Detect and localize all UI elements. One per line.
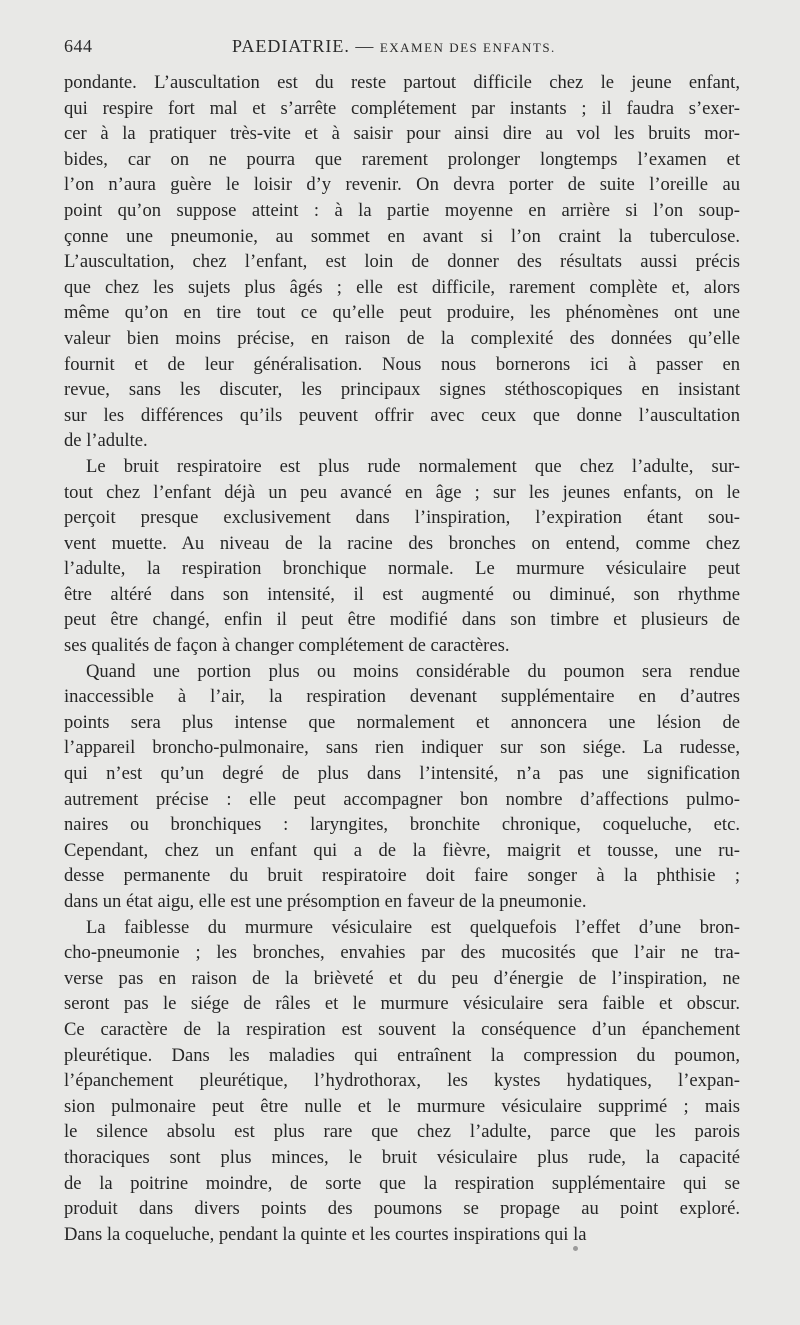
paragraph bbox=[64, 454, 740, 659]
text-line: pondante. L’auscultation est du reste partout difficile chez le jeune enfant, bbox=[64, 72, 740, 93]
text-line: vent muette. Au niveau de la racine des bronches on entend, comme chez bbox=[64, 532, 740, 554]
text-line: qui respire fort mal et s’arrête complétement par instants ; il faudra s’exer- bbox=[64, 97, 740, 119]
text-line: l’appareil broncho-pulmonaire, sans rien indiquer sur son siége. La rudesse, bbox=[64, 737, 740, 759]
text-line: çonne une pneumonie, au sommet en avant si l’on craint la tuberculose. bbox=[64, 225, 740, 247]
text-line: le silence absolu est plus rare que chez l’adulte, parce que les parois bbox=[64, 1121, 740, 1143]
text-line: l’adulte, la respiration bronchique normale. Le murmure vésiculaire peut bbox=[64, 558, 740, 580]
text-line: valeur bien moins précise, en raison de la complexité des données qu’elle bbox=[64, 327, 740, 349]
text-line: revue, sans les discuter, les principaux signes stéthoscopiques en insistant bbox=[64, 379, 740, 401]
text-line: de l’adulte. bbox=[64, 430, 148, 452]
text-line: autrement précise : elle peut accompagner bon nombre d’affections pulmo- bbox=[64, 788, 740, 810]
text-line: Le bruit respiratoire est plus rude normalement que chez l’adulte, sur- bbox=[86, 455, 740, 477]
paragraph bbox=[64, 915, 740, 1248]
text-line: seront pas le siége de râles et le murmure vésiculaire sera faible et obscur. bbox=[64, 993, 740, 1015]
text-line: même qu’on en tire tout ce qu’elle peut produire, les phénomènes ont une bbox=[64, 302, 740, 324]
text-line: tout chez l’enfant déjà un peu avancé en âge ; sur les jeunes enfants, on le bbox=[64, 481, 740, 503]
text-line: que chez les sujets plus âgés ; elle est difficile, rarement complète et, alors bbox=[64, 276, 740, 298]
text-line: Quand une portion plus ou moins considérable du poumon sera rendue bbox=[86, 660, 740, 682]
text-line: être altéré dans son intensité, il est augmenté ou diminué, son rhythme bbox=[64, 583, 740, 605]
paragraph bbox=[64, 659, 740, 915]
text-line: sion pulmonaire peut être nulle et le murmure vésiculaire supprimé ; mais bbox=[64, 1095, 740, 1117]
text-line: inaccessible à l’air, la respiration devenant supplémentaire en d’autres bbox=[64, 686, 740, 708]
text-line: peut être changé, enfin il peut être modifié dans son timbre et plusieurs de bbox=[64, 609, 740, 631]
text-line: dans un état aigu, elle est une présomption en faveur de la pneumonie. bbox=[64, 891, 587, 912]
text-line: sur les différences qu’ils peuvent offrir avec ceux que donne l’auscultation bbox=[64, 404, 740, 426]
text-line: point qu’on suppose atteint : à la partie moyenne en arrière si l’on soup- bbox=[64, 199, 740, 221]
text-line: de la poitrine moindre, de sorte que la respiration supplémentaire qui se bbox=[64, 1172, 740, 1194]
body-text bbox=[64, 70, 740, 1247]
text-line: perçoit presque exclusivement dans l’inspiration, l’expiration étant sou- bbox=[64, 507, 740, 529]
text-line: l’on n’aura guère le loisir d’y revenir. On devra porter de suite l’oreille au bbox=[64, 174, 740, 196]
running-head-title: PAEDIATRIE. bbox=[232, 36, 350, 56]
text-line: pleurétique. Dans les maladies qui entraînent la compression du poumon, bbox=[64, 1044, 740, 1066]
text-line: points sera plus intense que normalement et annoncera une lésion de bbox=[64, 711, 740, 733]
running-head-subtitle: EXAMEN DES ENFANTS. bbox=[379, 40, 556, 55]
running-head-separator: — bbox=[349, 36, 380, 56]
text-line: cho-pneumonie ; les bronches, envahies par des mucosités que l’air ne tra- bbox=[64, 942, 740, 964]
text-line: l’épanchement pleurétique, l’hydrothorax, les kystes hydatiques, l’expan- bbox=[64, 1070, 740, 1092]
running-head bbox=[232, 36, 556, 57]
paragraph bbox=[64, 70, 740, 454]
text-line: thoraciques sont plus minces, le bruit vésiculaire plus rude, la capacité bbox=[64, 1146, 740, 1168]
text-line: La faiblesse du murmure vésiculaire est quelquefois l’effet d’une bron- bbox=[86, 916, 740, 938]
text-line: cer à la pratiquer très-vite et à saisir pour ainsi dire au vol les bruits mor- bbox=[64, 123, 740, 145]
text-line: desse permanente du bruit respiratoire doit faire songer à la phthisie ; bbox=[64, 865, 740, 887]
text-line: naires ou bronchiques : laryngites, bronchite chronique, coqueluche, etc. bbox=[64, 814, 740, 836]
text-line: verse pas en raison de la brièveté et du peu d’énergie de l’inspiration, ne bbox=[64, 967, 740, 989]
ink-speck bbox=[573, 1246, 578, 1251]
text-line: Ce caractère de la respiration est souvent la conséquence d’un épanchement bbox=[64, 1018, 740, 1040]
text-line: L’auscultation, chez l’enfant, est loin de donner des résultats aussi précis bbox=[64, 251, 740, 273]
text-line: bides, car on ne pourra que rarement prolonger longtemps l’examen et bbox=[64, 148, 740, 170]
text-line: ses qualités de façon à changer complétement de caractères. bbox=[64, 635, 510, 657]
page-header bbox=[64, 32, 740, 62]
text-line: Cependant, chez un enfant qui a de la fièvre, maigrit et tousse, une ru- bbox=[64, 839, 740, 861]
text-line: fournit et de leur généralisation. Nous nous bornerons ici à passer en bbox=[64, 353, 740, 375]
text-line: qui n’est qu’un degré de plus dans l’intensité, n’a pas une signification bbox=[64, 763, 740, 785]
page-number: 644 bbox=[64, 36, 93, 56]
text-line: Dans la coqueluche, pendant la quinte et les courtes inspirations qui la bbox=[64, 1223, 587, 1245]
text-line: produit dans divers points des poumons se propage au point exploré. bbox=[64, 1198, 740, 1220]
